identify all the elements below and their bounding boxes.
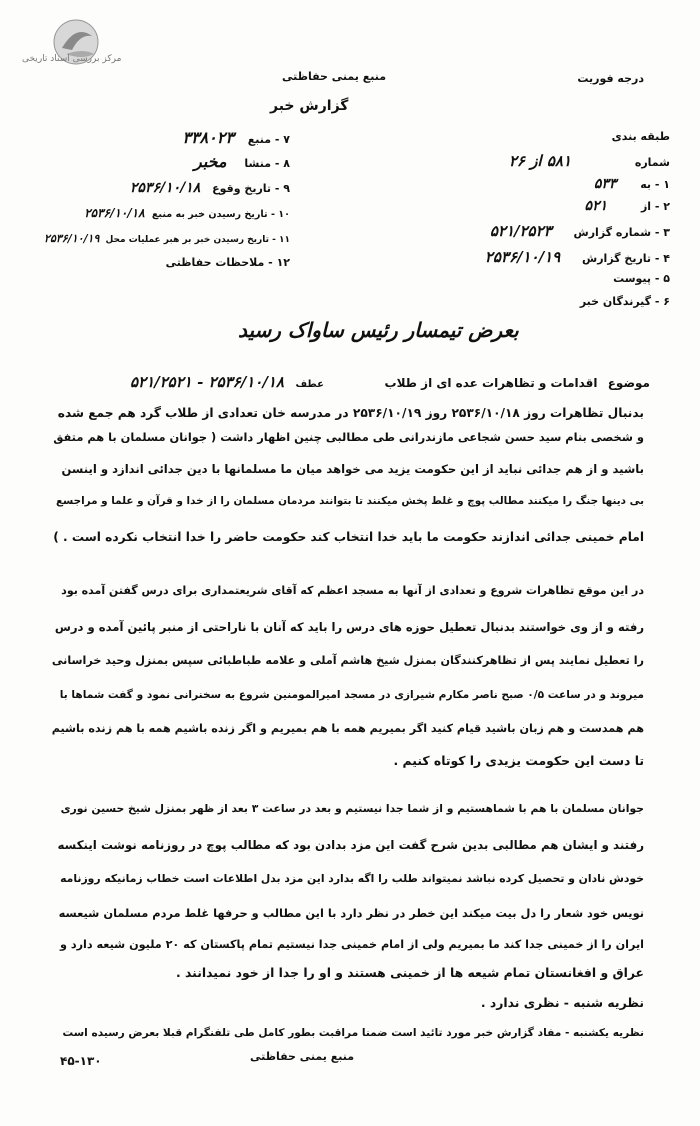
body-line: میروند و در ساعت ۰/۵ صبح ناصر مکارم شیرازی در مسجد امیرالمومنین شروع به سخنرانی نمود و گفت شماها با: [59, 689, 644, 701]
archive-logo: [14, 14, 134, 84]
body-line: نویس خود شعار را دل بیت میکند این خطر در نظر دارد با این مطالب و حرفها غلط مردم مسلمان شیعسه: [58, 906, 644, 920]
field-security-notes: [20, 256, 290, 269]
form-title: گزارش خبر: [270, 98, 349, 114]
handwritten-note: بعرض تیمسار رئیس ساواک رسید: [238, 318, 519, 342]
field-value: ۳۳۸۰۲۳: [182, 128, 234, 147]
field-receipt-date: [2, 206, 290, 220]
body-line: امام خمینی جدائی اندازند حکومت ما باید خدا انتخاب کند حکومت حاضر را خدا انتخاب نکرده است . ): [53, 530, 644, 544]
body-line: ایران را از خمینی جدا کند ما بمیریم ولی از امام خمینی جدا نیستیم تمام پاکستان که ۲۰ ملیون شیعه دارد و: [60, 938, 644, 951]
field-label: ۳ - شماره گزارش: [573, 226, 670, 239]
body-line: و شخصی بنام سید حسن شجاعی مازندرانی طی مطالبی چنین اظهار داشت ( جوانان مسلمان با هم متفق: [53, 430, 644, 444]
body-line: باشید و از هم جدائی نباید از این حکومت یزید می خواهد میان ما مسلمانها با دین جدائی اندازد و اینسن: [61, 462, 644, 476]
field-label: ۷ - منبع: [247, 133, 290, 146]
field-label: ۹ - تاریخ وقوع: [212, 182, 290, 195]
field-origin: [20, 152, 290, 171]
field-attachment: [370, 272, 670, 285]
field-label: ۱۲ - ملاحظات حفاظتی: [165, 256, 290, 269]
field-label: طبقه بندی: [611, 130, 670, 143]
field-label: ۱۰ - تاریخ رسیدن خبر به منبع: [151, 209, 290, 220]
field-value: مخبر: [194, 152, 227, 171]
field-report-number: [370, 222, 670, 240]
field-number: [370, 152, 670, 170]
field-value: ۲۵۳۶/۱۰/۱۸: [129, 180, 201, 196]
field-report-date: [370, 248, 670, 266]
field-value: ۵۲۱/۲۵۲۳: [489, 222, 552, 240]
body-line: بی دینها جنگ را میکنند مطالب پوچ و غلط پخش میکنند تا بتوانند مردمان مسلمان را از خدا و قرآن و علما و مراجسع: [55, 495, 644, 507]
opinion-line: نظریه شنبه - نظری ندارد .: [480, 995, 644, 1010]
body-line: هم همدست و هم زبان باشید قیام کنید اگر بمیریم همه با هم بمیریم و اگر زنده باشیم همه با هم زنده باشیم: [51, 722, 644, 735]
field-value: ۲۵۳۶/۱۰/۱۸: [84, 206, 145, 220]
body-line: تا دست این حکومت یزیدی را کوتاه کنیم .: [393, 753, 644, 768]
field-label: ۸ - منشا: [244, 157, 290, 170]
reference-value: ۲۵۳۶/۱۰/۱۸ - ۵۲۱/۲۵۲۱: [129, 373, 284, 391]
field-recipients: [370, 295, 670, 308]
field-source: [20, 128, 290, 147]
body-line: بدنبال تظاهرات روز ۲۵۳۶/۱۰/۱۸ روز ۲۵۳۶/۱۰/۱۹ در مدرسه خان تعدادی از طلاب گرد هم جمع شده: [57, 406, 644, 420]
field-label: ۱۱ - تاریخ رسیدن خبر بر هبر عملیات محل: [105, 235, 290, 245]
field-to: [370, 176, 670, 192]
body-line: خودش نادان و تحصیل کرده نباشد نمیتواند طلب را اگه بدارد این مزد بدل اطلاعات است خطاب زمانیکه روزنامه: [60, 872, 644, 885]
reference-label: عطف: [295, 379, 324, 390]
body-line: جوانان مسلمان با هم با شماهستیم و از شما جدا نیستیم و بعد در ساعت ۳ بعد از ظهر بمنزل شیخ حسین نوری: [60, 802, 644, 815]
field-value: ۲۵۳۶/۱۰/۱۹: [44, 232, 100, 245]
body-line: رفته و از وی خواستند بدنبال تعطیل حوزه های درس را باید که آنان با ناراحتی از منبر پائین آمده و درس: [54, 620, 644, 634]
field-label: ۱ - به: [640, 178, 670, 191]
opinion-line: نظریه یکشنبه - مفاد گزارش خبر مورد تائید است ضمنا مراقبت بطور کامل طی تلفنگرام قبلا بعرض رسیده است: [62, 1027, 644, 1039]
field-value: ۵۲۱: [584, 198, 608, 214]
field-label: ۲ - از: [640, 200, 670, 213]
field-label: ۴ - تاریخ گزارش: [582, 252, 670, 265]
field-operations-date: [0, 232, 290, 245]
reference-line: [44, 372, 324, 391]
watermark-text: مرکز بررسی اسناد تاریخی: [22, 54, 122, 64]
field-label: ۶ - گیرندگان خبر: [579, 295, 670, 308]
field-value: ۲۵۳۶/۱۰/۱۹: [484, 248, 561, 266]
subject-text: اقدامات و تظاهرات عده ای از طلاب: [384, 376, 598, 390]
page-number: ۴۵-۱۳۰: [60, 1054, 102, 1068]
body-line: در این موقع تظاهرات شروع و تعدادی از آنها به مسجد اعظم که آقای شریعتمداری برای درس گفتن آمده بود: [61, 584, 644, 597]
footer-office: منبع یمنی حفاظتی: [250, 1050, 355, 1063]
priority-label: درجه فوریت: [577, 72, 644, 85]
subject-label: موضوع: [607, 376, 650, 390]
body-line: رفتند و ایشان هم مطالبی بدین شرح گفت این مزد بدادن بود که مطالب پوچ در روزنامه نوشت اینکسه: [57, 838, 644, 852]
field-from: [370, 198, 670, 214]
body-line: عراق و افغانستان تمام شیعه ها از خمینی هستند و او را جدا از خود نمیدانند .: [175, 965, 644, 980]
field-value: ۵۳۳: [593, 176, 617, 192]
office-stamp: منبع یمنی حفاظتی: [282, 70, 387, 83]
field-value: ۵۸۱ از ۲۶: [508, 152, 571, 170]
field-label: شماره: [634, 156, 670, 169]
field-label: ۵ - پیوست: [613, 272, 670, 285]
field-classification: [370, 130, 670, 143]
field-occurrence-date: [20, 180, 290, 196]
body-line: را تعطیل نمایند پس از تظاهرکنندگان بمنزل شیخ هاشم آملی و علامه طباطبائی سپس بمنزل وحید خراسانی: [51, 654, 644, 667]
